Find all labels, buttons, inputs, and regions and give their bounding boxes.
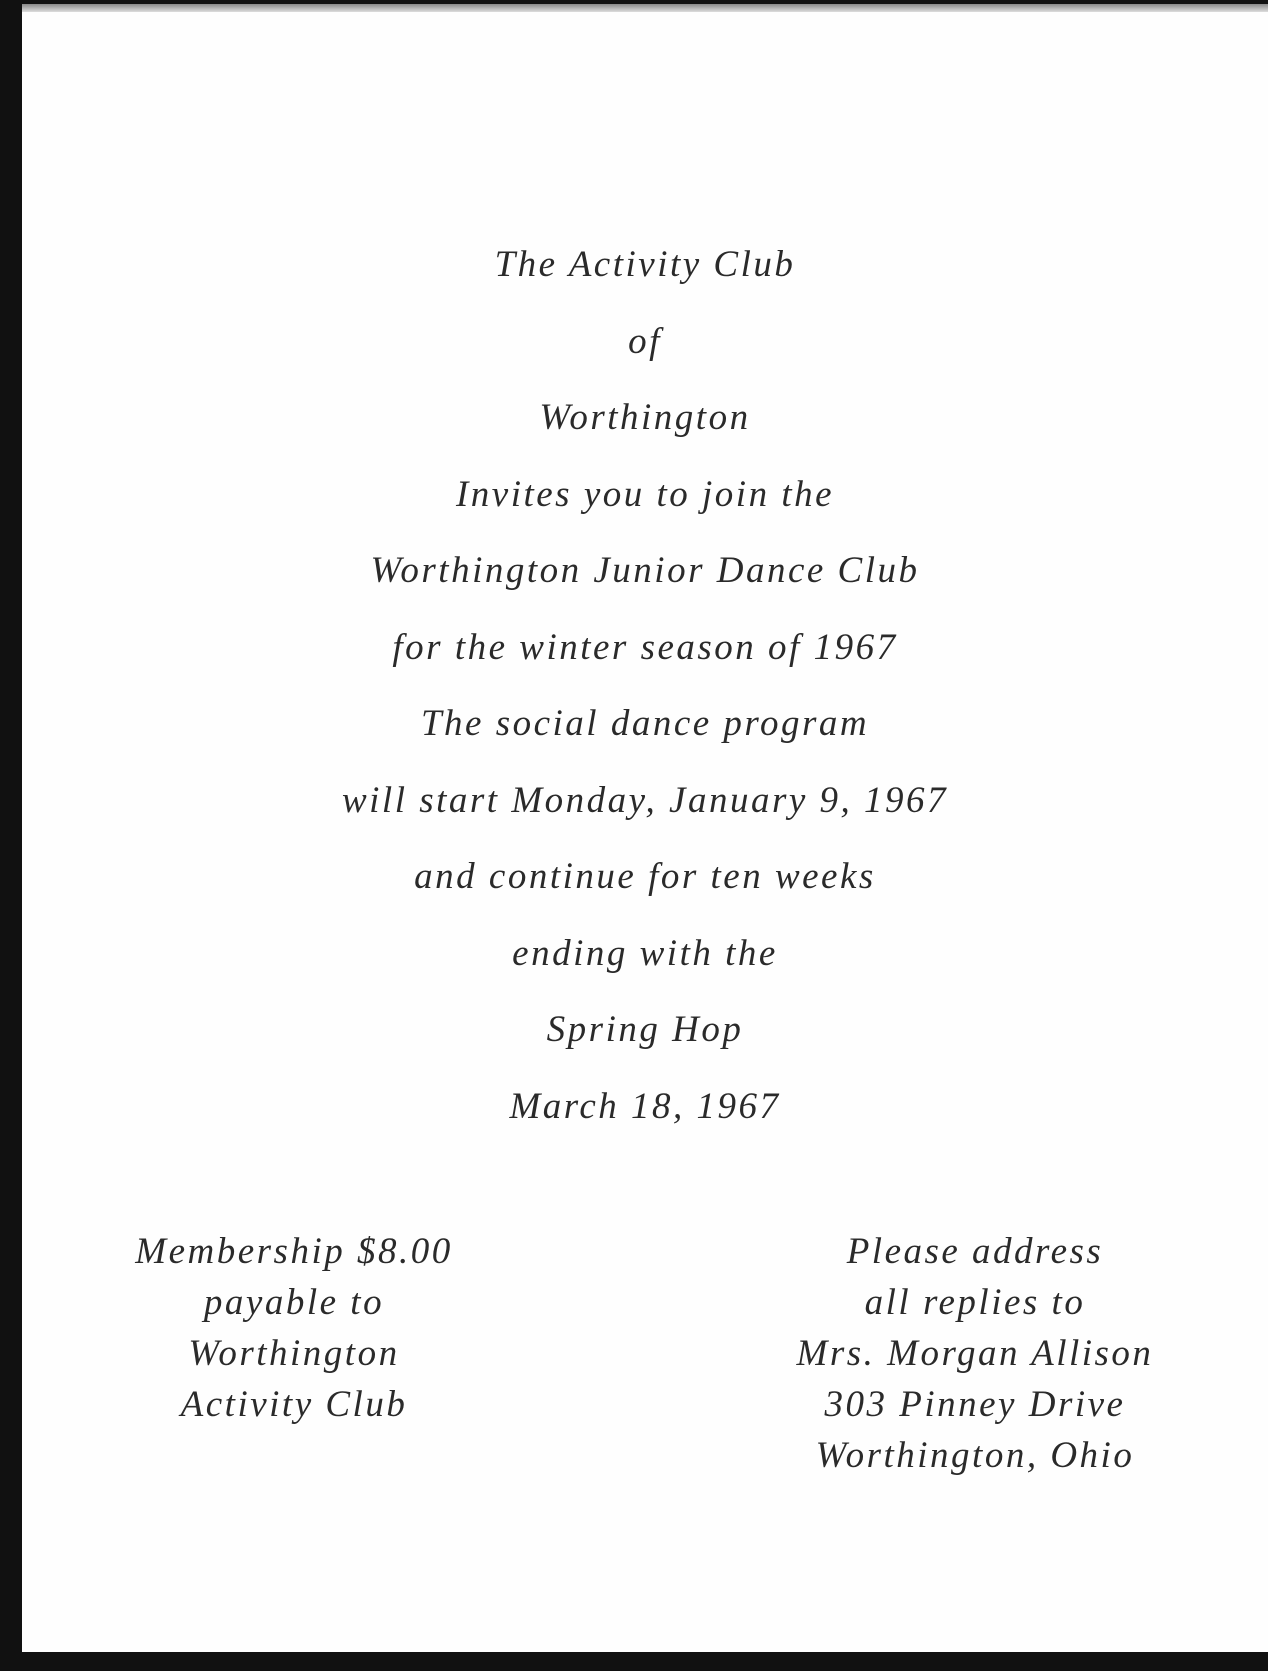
membership-info [34, 1226, 554, 1430]
event-date: March 18, 1967 [509, 1085, 781, 1127]
text-line: The social dance program [420, 703, 870, 744]
scan-edge [22, 4, 1268, 12]
text-line: for the winter season of 1967 [392, 626, 898, 668]
invitation-card [22, 4, 1268, 1652]
text-line: payable to [203, 1282, 385, 1323]
text-line: all replies to [864, 1282, 1086, 1323]
reply-address [715, 1226, 1235, 1481]
invitation-body [22, 237, 1268, 1155]
text-line: Worthington Junior Dance Club [370, 550, 920, 591]
text-line: Worthington [188, 1333, 400, 1374]
event-name: Spring Hop [546, 1009, 744, 1050]
text-line: of [628, 320, 662, 362]
street-address: 303 Pinney Drive [824, 1384, 1126, 1425]
text-line: Invites you to join the [455, 473, 835, 515]
text-line: Please address [846, 1231, 1104, 1272]
text-line: Worthington [539, 397, 751, 438]
club-name: The Activity Club [494, 244, 796, 285]
membership-fee: Membership $8.00 [135, 1231, 453, 1272]
start-date: will start Monday, January 9, 1967 [341, 779, 949, 821]
text-line: Activity Club [180, 1384, 408, 1425]
text-line: and continue for ten weeks [414, 856, 876, 897]
city-state: Worthington, Ohio [815, 1435, 1135, 1476]
contact-name: Mrs. Morgan Allison [796, 1333, 1154, 1374]
text-line: ending with the [512, 932, 778, 974]
